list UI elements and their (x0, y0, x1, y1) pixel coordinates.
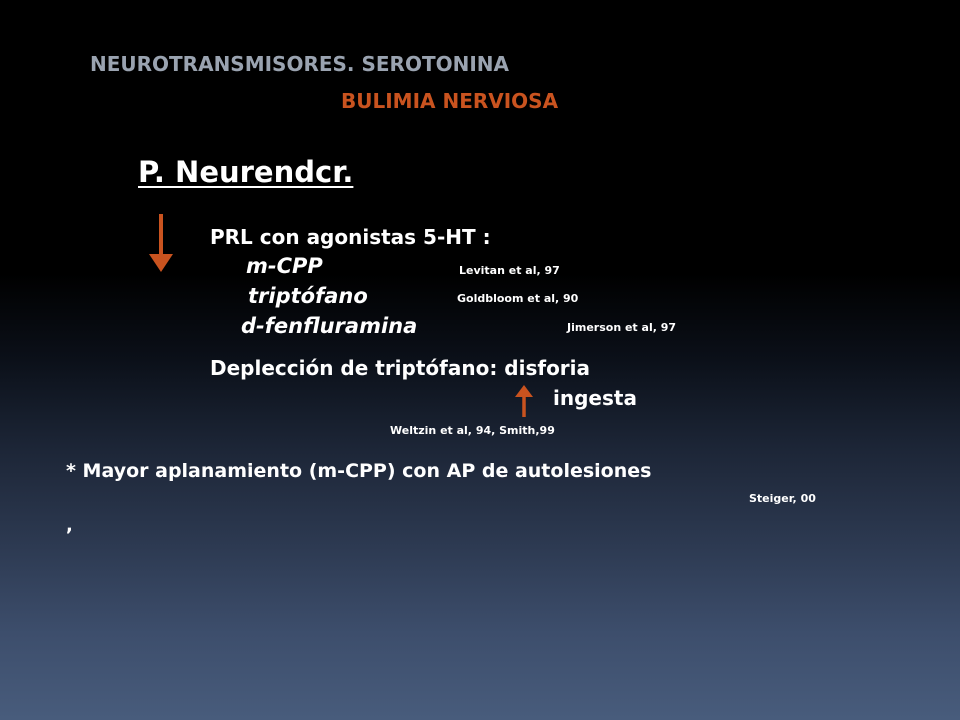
prl-line: PRL con agonistas 5-HT : (210, 225, 491, 249)
header-title: NEUROTRANSMISORES. SEROTONINA (90, 52, 509, 76)
depletion-line: Deplección de triptófano: disforia (210, 356, 591, 380)
stray-mark: , (66, 515, 73, 536)
ref-steiger: Steiger, 00 (749, 492, 816, 505)
agonist-triptofano: triptófano (248, 284, 368, 308)
agonist-dfenfluramina: d-fenfluramina (241, 314, 418, 338)
header-subtitle: BULIMIA NERVIOSA (341, 89, 559, 113)
agonist-mcpp: m-CPP (246, 254, 323, 278)
slide-title: P. Neurendcr. (138, 155, 354, 189)
ref-levitan: Levitan et al, 97 (459, 264, 560, 277)
ingesta-label: ingesta (553, 386, 637, 410)
ref-goldbloom: Goldbloom et al, 90 (457, 292, 579, 305)
ref-weltzin-smith: Weltzin et al, 94, Smith,99 (390, 424, 555, 437)
note-line: * Mayor aplanamiento (m-CPP) con AP de autolesiones (66, 460, 652, 482)
ref-jimerson: Jimerson et al, 97 (567, 321, 677, 334)
arrow-down-icon (147, 212, 175, 274)
arrow-up-icon (513, 384, 535, 418)
